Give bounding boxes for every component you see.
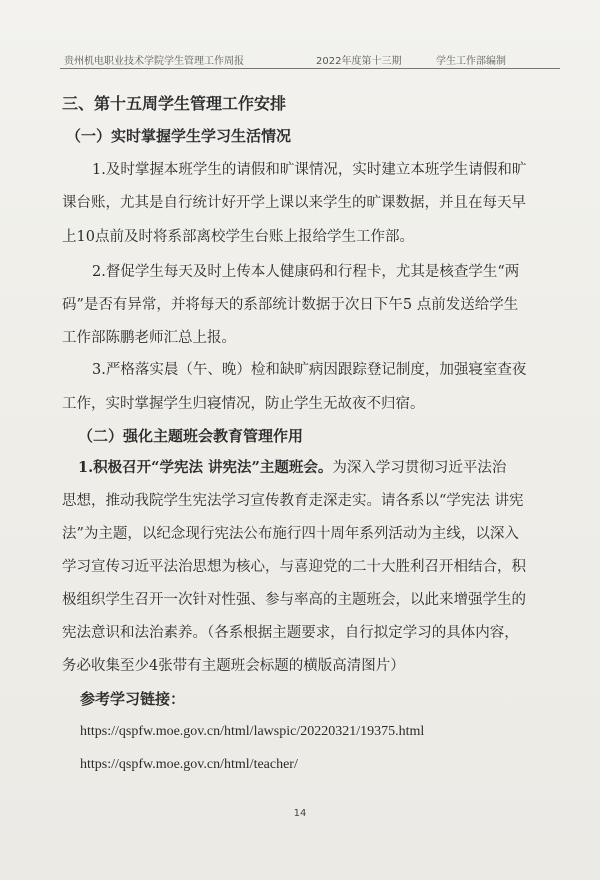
page-number: 14 (293, 808, 307, 819)
section-title: 三、第十五周学生管理工作安排 (62, 94, 287, 113)
paragraph-line: 法”为主题，以纪念现行宪法公布施行四十周年系列活动为主线，以深入 (62, 526, 519, 542)
subsection-1-title: （一）实时掌握学生学习生活情况 (66, 127, 292, 145)
paragraph-line: 2.督促学生每天及时上传本人健康码和行程卡，尤其是核查学生“两 (92, 264, 520, 280)
header-issue: 2022年度第十三期 (316, 56, 402, 67)
meeting-heading: 1.积极召开“学宪法 讲宪法”主题班会。 (78, 459, 333, 476)
links-title: 参考学习链接： (80, 690, 186, 708)
paragraph-line: 学习宣传习近平法治思想为核心，与喜迎党的二十大胜利召开相结合，积 (62, 559, 526, 575)
paragraph-line: 宪法意识和法治素养。（各系根据主题要求，自行拟定学习的具体内容， (62, 625, 519, 641)
meeting-text: 为深入学习贯彻习近平法治 (332, 460, 507, 476)
paragraph-line: 务必收集至少4张带有主题班会标题的横版高清图片） (62, 658, 405, 674)
paragraph-line: 工作部陈鹏老师汇总上报。 (62, 330, 236, 346)
subsection-2-title: （二）强化主题班会教育管理作用 (78, 427, 304, 445)
header-school-title: 贵州机电职业技术学院学生管理工作周报 (64, 56, 244, 67)
paragraph-line: 课台账，尤其是自行统计好开学上课以来学生的旷课数据，并且在每天早 (62, 195, 526, 211)
paragraph-line: 工作，实时掌握学生归寝情况，防止学生无故夜不归宿。 (62, 396, 425, 412)
running-header (60, 50, 560, 69)
paragraph-line-first (78, 458, 506, 478)
paragraph-line: 思想，推动我院学生宪法学习宣传教育走深走实。请各系以“学宪法 讲宪 (62, 493, 524, 509)
reference-link[interactable]: https://qspfw.moe.gov.cn/html/lawspic/20220321/19375.html (80, 724, 425, 739)
paragraph-line: 1.及时掌握本班学生的请假和旷课情况，实时建立本班学生请假和旷 (92, 162, 527, 178)
reference-link[interactable]: https://qspfw.moe.gov.cn/html/teacher/ (80, 757, 298, 772)
paragraph-line: 码”是否有异常，并将每天的系部统计数据于次日下午5 点前发送给学生 (62, 297, 519, 313)
paragraph-line: 上10点前及时将系部离校学生台账上报给学生工作部。 (62, 229, 414, 245)
paragraph-line: 极组织学生召开一次针对性强、参与率高的主题班会，以此来增强学生的 (62, 592, 526, 608)
header-editor: 学生工作部编制 (436, 56, 506, 67)
paragraph-line: 3.严格落实晨（午、晚）检和缺旷病因跟踪登记制度，加强寝室查夜 (92, 362, 527, 378)
